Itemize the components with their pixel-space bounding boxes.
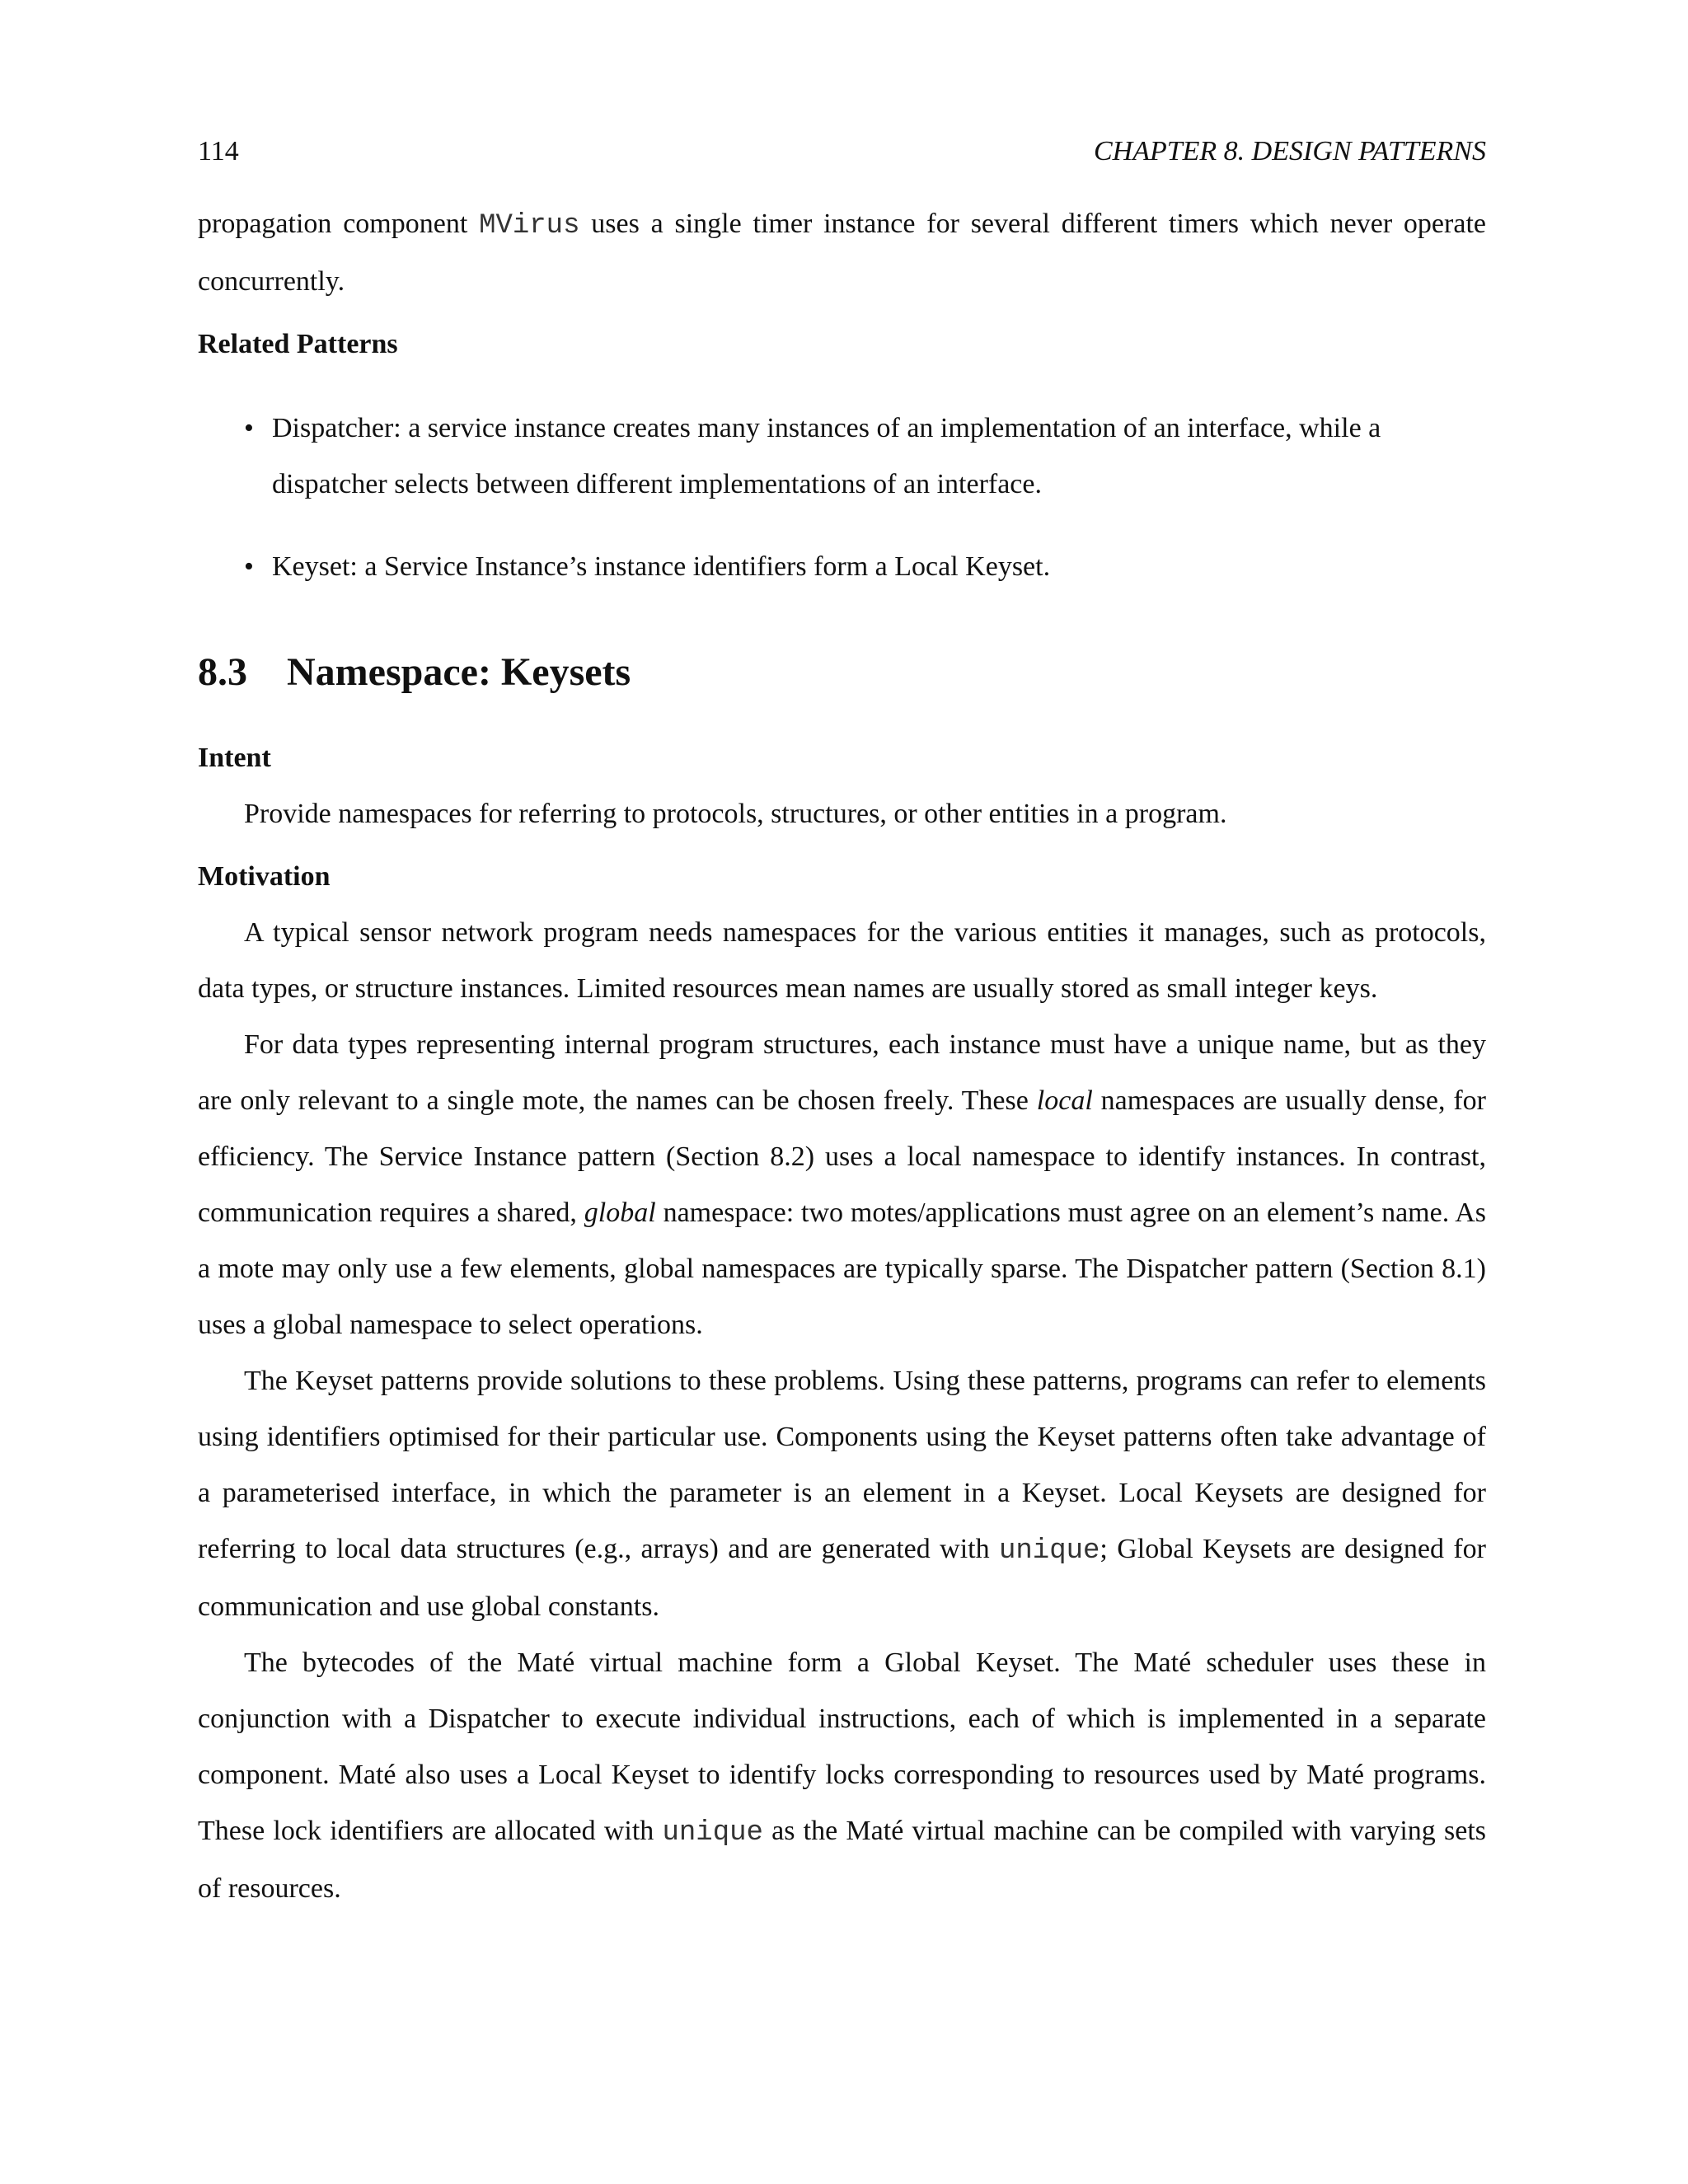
section-heading: [198, 644, 1486, 701]
motivation-paragraph-4: [198, 1635, 1486, 1917]
code-mvirus: MVirus: [479, 210, 580, 241]
text-run: The bytecodes of the Maté virtual machine form a Global Keyset. The Maté scheduler uses these in conjunction with a Dispatcher to execute individual instructions, each of which is implemented in a separate component. Maté also uses a Local Keyset to identify locks corresponding to resources used by Maté programs. These lock identifiers are allocated with: [198, 1647, 1486, 1846]
page-number: 114: [198, 136, 239, 166]
document-page: [198, 124, 1486, 1917]
text-run: For data types representing internal program structures, each instance must have a unique name, but as they are only relevant to a single mote, the names can be chosen freely. These: [198, 1029, 1486, 1116]
running-header: [198, 124, 1486, 180]
text-run: as the Maté virtual machine can be compiled with varying sets of resources.: [198, 1816, 1487, 1904]
list-item: [198, 401, 1486, 513]
intro-text-start: propagation component: [198, 209, 480, 239]
bullet-icon: •: [244, 551, 254, 582]
list-item-text: Keyset: a Service Instance’s instance identifiers form a Local Keyset.: [272, 551, 1051, 582]
list-item: [198, 539, 1486, 595]
text-run: ; Global Keysets are designed for communication and use global constants.: [198, 1534, 1487, 1622]
emphasis-global: global: [584, 1197, 656, 1228]
related-patterns-list: [198, 401, 1486, 595]
text-run: namespace: two motes/applications must agree on an element’s name. As a mote may only use a few elements, global namespaces are typically sparse. The Dispatcher pattern (Section 8.1) uses a global namespace to select operations.: [198, 1197, 1486, 1340]
motivation-paragraph-3: [198, 1353, 1486, 1635]
section-title: Namespace: Keysets: [287, 650, 631, 694]
text-run: namespaces are usually dense, for efficiency. The Service Instance pattern (Section 8.2) uses a local namespace to identify instances. In contrast, communication requires a shared,: [198, 1085, 1487, 1228]
code-unique: unique: [662, 1817, 763, 1849]
motivation-paragraph-1: A typical sensor network program needs namespaces for the various entities it manages, such as protocols, data types, or structure instances. Limited resources mean names are usually stored as small integer keys.: [198, 917, 1486, 1004]
motivation-heading: Motivation: [198, 861, 331, 892]
intro-text-end: uses a single timer instance for several different timers which never operate concurrently.: [198, 209, 1486, 297]
emphasis-local: local: [1036, 1085, 1093, 1116]
code-unique: unique: [999, 1535, 1100, 1567]
text-run: The Keyset patterns provide solutions to these problems. Using these patterns, programs can refer to elements using identifiers optimised for their particular use. Components using the Keyset patterns often take advantage of a parameterised interface, in which the parameter is an element in a Keyset. Local Keysets are designed for referring to local data structures (e.g., arrays) and are generated with: [198, 1366, 1486, 1564]
section-number: 8.3: [198, 650, 247, 694]
chapter-title: CHAPTER 8. DESIGN PATTERNS: [1093, 136, 1486, 166]
related-patterns-heading: Related Patterns: [198, 329, 398, 359]
bullet-icon: •: [244, 413, 254, 443]
list-item-text: Dispatcher: a service instance creates many instances of an implementation of an interface, while a dispatcher selects between different implementations of an interface.: [272, 413, 1381, 499]
intro-paragraph: [198, 196, 1486, 310]
intent-heading: Intent: [198, 743, 271, 773]
intent-paragraph: Provide namespaces for referring to protocols, structures, or other entities in a program.: [244, 799, 1227, 829]
motivation-paragraph-2: [198, 1017, 1486, 1353]
